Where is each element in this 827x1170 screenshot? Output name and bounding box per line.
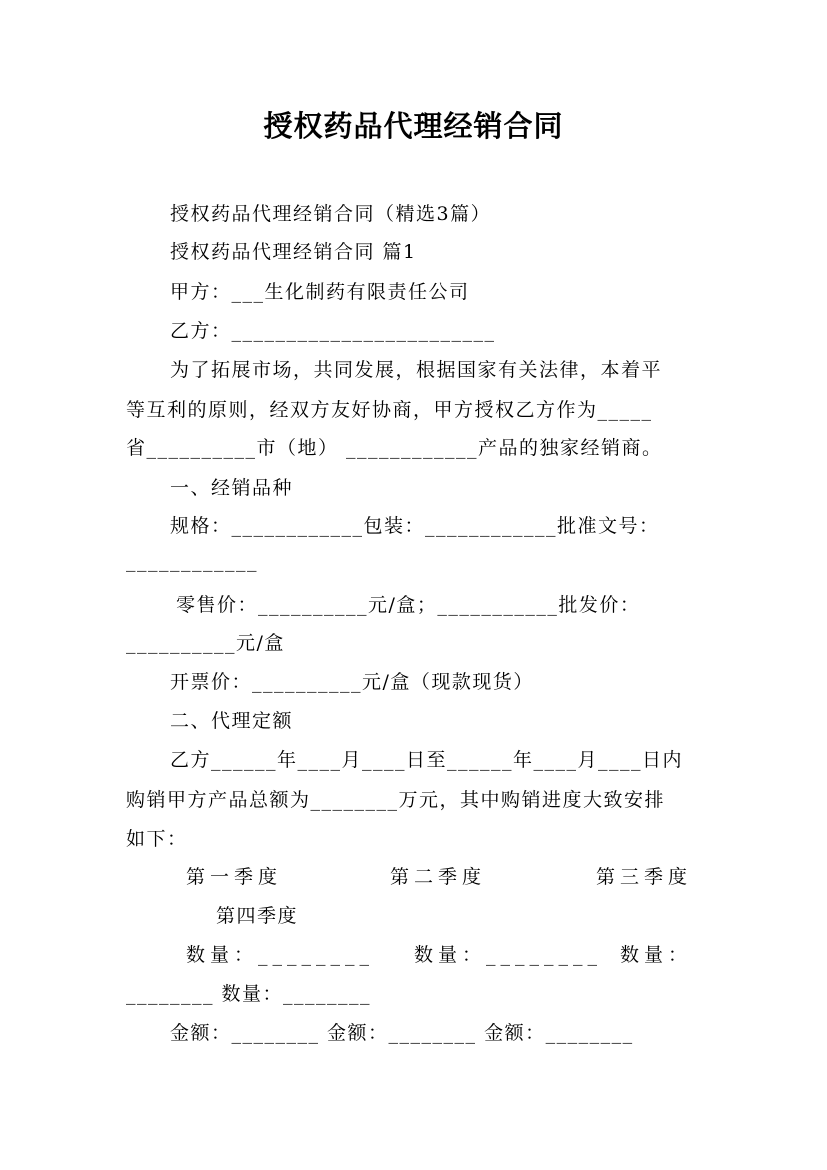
quantity-field-2: 数量：________ — [414, 944, 603, 966]
section-heading-1: 一、经销品种 — [170, 477, 294, 499]
approval-number-blank: ____________ — [126, 550, 258, 572]
quarter-1-label: 第一季度 — [186, 866, 283, 888]
intro-paragraph-line-3: 省__________市（地） ____________产品的独家经销商。 — [126, 437, 663, 459]
intro-paragraph-line-2: 等互利的原则，经双方友好协商，甲方授权乙方作为_____ — [126, 399, 653, 421]
quarter-2-label: 第二季度 — [390, 866, 487, 888]
quantity-field-3: 数量： — [620, 944, 693, 966]
quota-arrangement: 如下： — [126, 828, 188, 850]
party-b: 乙方：________________________ — [170, 320, 496, 342]
amount-fields: 金额：________ 金额：________ 金额：________ — [170, 1022, 634, 1044]
retail-wholesale-price: 零售价：__________元/盒；___________批发价： — [176, 594, 641, 616]
intro-paragraph-line-1: 为了拓展市场，共同发展，根据国家有关法律，本着平 — [170, 359, 663, 381]
quantity-field-1: 数量：________ — [186, 944, 375, 966]
quota-period: 乙方______年____月____日至______年____月____日内 — [170, 749, 684, 771]
wholesale-price-unit: __________元/盒 — [126, 632, 285, 654]
quota-total: 购销甲方产品总额为________万元，其中购销进度大致安排 — [126, 789, 666, 811]
invoice-price: 开票价：__________元/盒（现款现货） — [170, 671, 534, 693]
quantity-field-4: ________ 数量：________ — [126, 983, 372, 1005]
document-title: 授权药品代理经销合同 — [263, 109, 564, 143]
subtitle-collection: 授权药品代理经销合同（精选3篇） — [170, 203, 492, 225]
quarter-4-label: 第四季度 — [216, 905, 299, 927]
spec-packaging-approval: 规格：____________包装：____________批准文号： — [170, 515, 660, 537]
party-a: 甲方：___生化制药有限责任公司 — [170, 281, 470, 303]
section-heading-2: 二、代理定额 — [170, 710, 294, 732]
quarter-3-label: 第三季度 — [596, 866, 693, 888]
subtitle-part-1: 授权药品代理经销合同 篇1 — [170, 241, 417, 263]
